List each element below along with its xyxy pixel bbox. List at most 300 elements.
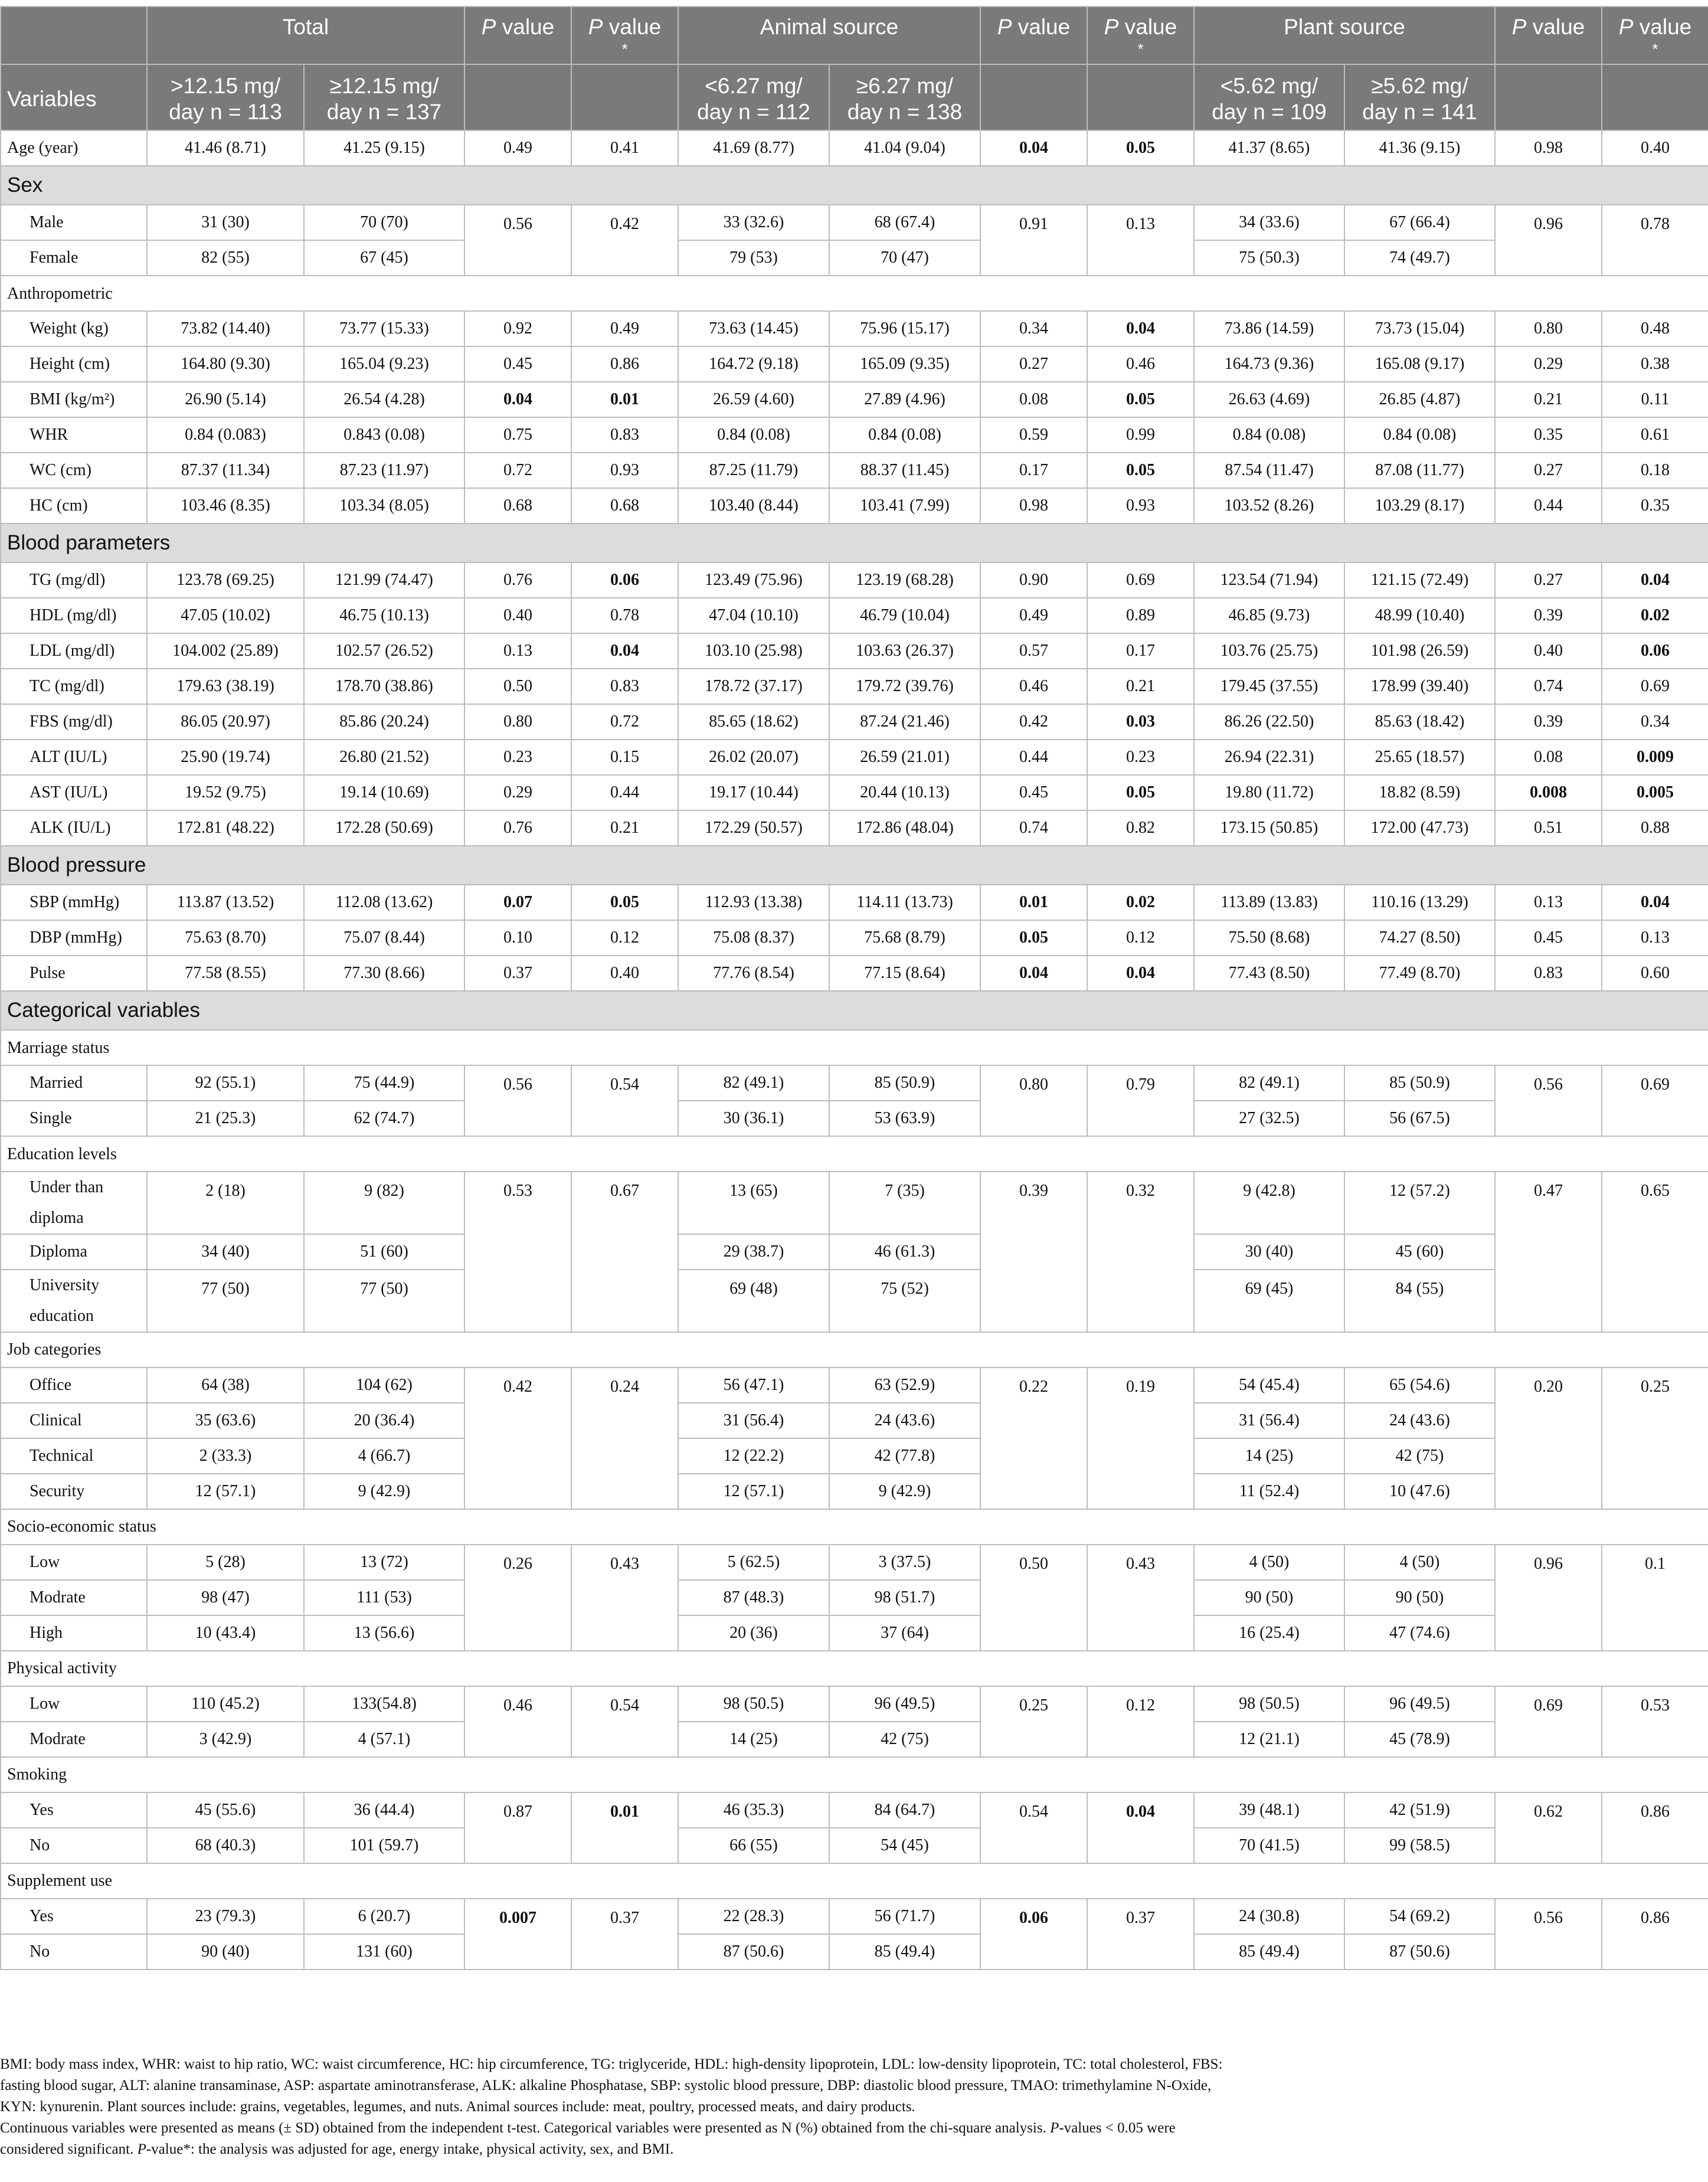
p-value-cell: 0.41 — [571, 130, 678, 166]
p-value-cell: 0.82 — [1087, 810, 1194, 846]
value-cell: 92 (55.1) — [147, 1065, 304, 1101]
value-cell: 77 (50) — [147, 1270, 304, 1332]
row-label: Clinical — [1, 1403, 147, 1438]
section-title: Sex — [1, 166, 1708, 205]
value-cell: 96 (49.5) — [829, 1686, 980, 1722]
p-value-cell: 0.07 — [464, 885, 571, 920]
table-row — [1, 1101, 1708, 1136]
p-value-cell: 0.80 — [464, 704, 571, 740]
p-value-cell: 0.43 — [571, 1545, 678, 1651]
value-cell: 4 (66.7) — [304, 1438, 464, 1474]
value-cell: 90 (50) — [1194, 1580, 1344, 1615]
value-cell: 77.15 (8.64) — [829, 956, 980, 991]
p-value-cell: 0.23 — [464, 740, 571, 775]
value-cell: 23 (79.3) — [147, 1899, 304, 1934]
p-value-cell: 0.12 — [1087, 920, 1194, 956]
value-cell: 84 (55) — [1344, 1270, 1495, 1332]
value-cell: 77.58 (8.55) — [147, 956, 304, 991]
value-cell: 14 (25) — [1194, 1438, 1344, 1474]
value-cell: 41.69 (8.77) — [678, 130, 829, 166]
value-cell: 69 (45) — [1194, 1270, 1344, 1332]
p-value-cell: 0.42 — [464, 1368, 571, 1509]
p-value-cell: 0.68 — [464, 488, 571, 524]
value-cell: 2 (33.3) — [147, 1438, 304, 1474]
p-value-cell: 0.13 — [464, 633, 571, 669]
p-value-cell: 0.49 — [571, 311, 678, 346]
value-cell: 165.09 (9.35) — [829, 346, 980, 382]
p-value-cell: 0.34 — [980, 311, 1087, 346]
table-row — [1, 1899, 1708, 1934]
value-cell: 26.59 (4.60) — [678, 382, 829, 417]
p-value-cell: 0.44 — [571, 775, 678, 810]
value-cell: 75.96 (15.17) — [829, 311, 980, 346]
p-value-cell: 0.05 — [1087, 130, 1194, 166]
header-animal-source: Animal source — [678, 6, 980, 64]
p-value-cell: 0.12 — [1087, 1686, 1194, 1757]
value-cell: 164.73 (9.36) — [1194, 346, 1344, 382]
section-title: Blood parameters — [1, 524, 1708, 562]
value-cell: 27.89 (4.96) — [829, 382, 980, 417]
table-body — [1, 6, 1708, 1970]
value-cell: 11 (52.4) — [1194, 1474, 1344, 1509]
p-value-cell: 0.29 — [464, 775, 571, 810]
p-value-cell: 0.40 — [1495, 633, 1602, 669]
value-cell: 79 (53) — [678, 240, 829, 276]
value-cell: 45 (55.6) — [147, 1792, 304, 1828]
header-blank — [1087, 64, 1194, 131]
row-label: Female — [1, 240, 147, 276]
value-cell: 31 (56.4) — [1194, 1403, 1344, 1438]
p-value-cell: 0.44 — [1495, 488, 1602, 524]
row-label: Yes — [1, 1899, 147, 1934]
table-row — [1, 740, 1708, 775]
value-cell: 56 (71.7) — [829, 1899, 980, 1934]
row-label: WC (cm) — [1, 453, 147, 488]
value-cell: 123.19 (68.28) — [829, 562, 980, 598]
value-cell: 114.11 (13.73) — [829, 885, 980, 920]
value-cell: 103.41 (7.99) — [829, 488, 980, 524]
p-value-cell: 0.78 — [571, 598, 678, 633]
p-value-cell: 0.29 — [1495, 346, 1602, 382]
row-label: Height (cm) — [1, 346, 147, 382]
value-cell: 9 (42.9) — [304, 1474, 464, 1509]
p-value-cell: 0.35 — [1495, 417, 1602, 453]
value-cell: 90 (50) — [1344, 1580, 1495, 1615]
value-cell: 26.54 (4.28) — [304, 382, 464, 417]
section-header-row — [1, 991, 1708, 1030]
header-blank — [571, 64, 678, 131]
value-cell: 0.84 (0.083) — [147, 417, 304, 453]
value-cell: 41.04 (9.04) — [829, 130, 980, 166]
footnote-abbreviations: BMI: body mass index, WHR: waist to hip ratio, WC: waist circumference, HC: hip circumference, TG: triglyceride, HDL: high-density lipoprotein, LDL: low-density lipoprotein, TC: total cholesterol, FBS: fasting blood sugar, ALT: alanine transaminase, ASP: aspartate aminotransferase, ALK: alkaline Phosphatase, SBP: systolic blood pressure, DBP: diastolic blood pressure, TMAO: trimethylamine N-Oxide, KYN: kynurenin. Plant sources include: grains, vegetables, legumes, and nuts. Animal sources include: meat, poultry, processed meats, and dairy products. — [0, 2056, 1223, 2115]
row-label: Under than diploma — [1, 1172, 147, 1234]
value-cell: 77.43 (8.50) — [1194, 956, 1344, 991]
p-value-cell: 0.83 — [571, 669, 678, 704]
value-cell: 7 (35) — [829, 1172, 980, 1234]
header-pvalue: P value — [464, 6, 571, 64]
value-cell: 103.10 (25.98) — [678, 633, 829, 669]
value-cell: 73.82 (14.40) — [147, 311, 304, 346]
table-row — [1, 1438, 1708, 1474]
value-cell: 45 (78.9) — [1344, 1722, 1495, 1757]
value-cell: 62 (74.7) — [304, 1101, 464, 1136]
value-cell: 75.08 (8.37) — [678, 920, 829, 956]
value-cell: 121.99 (74.47) — [304, 562, 464, 598]
value-cell: 0.84 (0.08) — [829, 417, 980, 453]
value-cell: 35 (63.6) — [147, 1403, 304, 1438]
row-label: High — [1, 1615, 147, 1651]
value-cell: 47.04 (10.10) — [678, 598, 829, 633]
p-value-cell: 0.27 — [1495, 562, 1602, 598]
p-value-cell: 0.44 — [980, 740, 1087, 775]
value-cell: 96 (49.5) — [1344, 1686, 1495, 1722]
p-value-cell: 0.86 — [571, 346, 678, 382]
value-cell: 0.84 (0.08) — [678, 417, 829, 453]
p-value-cell: 0.23 — [1087, 740, 1194, 775]
value-cell: 9 (82) — [304, 1172, 464, 1234]
p-value-cell: 0.17 — [1087, 633, 1194, 669]
value-cell: 133(54.8) — [304, 1686, 464, 1722]
header-blank — [1495, 64, 1602, 131]
value-cell: 112.08 (13.62) — [304, 885, 464, 920]
subsection-label-row — [1, 1863, 1708, 1899]
p-value-cell: 0.05 — [1087, 382, 1194, 417]
subsection-label: Smoking — [1, 1757, 1708, 1792]
subsection-label: Physical activity — [1, 1651, 1708, 1686]
row-label: LDL (mg/dl) — [1, 633, 147, 669]
value-cell: 14 (25) — [678, 1722, 829, 1757]
value-cell: 0.84 (0.08) — [1344, 417, 1495, 453]
value-cell: 75.63 (8.70) — [147, 920, 304, 956]
value-cell: 53 (63.9) — [829, 1101, 980, 1136]
header-blank — [980, 64, 1087, 131]
table-row — [1, 1065, 1708, 1101]
p-value-cell: 0.69 — [1087, 562, 1194, 598]
header-blank — [1602, 64, 1708, 131]
header-total-high: ≥12.15 mg/ day n = 137 — [304, 64, 464, 131]
section-title: Blood pressure — [1, 846, 1708, 885]
value-cell: 6 (20.7) — [304, 1899, 464, 1934]
value-cell: 165.04 (9.23) — [304, 346, 464, 382]
p-value-cell: 0.04 — [1087, 956, 1194, 991]
p-value-cell: 0.62 — [1495, 1792, 1602, 1863]
row-label: Age (year) — [1, 130, 147, 166]
row-label: Security — [1, 1474, 147, 1509]
value-cell: 9 (42.8) — [1194, 1172, 1344, 1234]
p-value-cell: 0.49 — [980, 598, 1087, 633]
value-cell: 13 (56.6) — [304, 1615, 464, 1651]
value-cell: 123.49 (75.96) — [678, 562, 829, 598]
p-value-cell: 0.56 — [464, 1065, 571, 1136]
value-cell: 98 (51.7) — [829, 1580, 980, 1615]
value-cell: 42 (51.9) — [1344, 1792, 1495, 1828]
p-value-cell: 0.38 — [1602, 346, 1708, 382]
p-value-cell: 0.75 — [464, 417, 571, 453]
table-row — [1, 1368, 1708, 1403]
value-cell: 103.46 (8.35) — [147, 488, 304, 524]
characteristics-table — [0, 6, 1708, 1970]
value-cell: 101 (59.7) — [304, 1828, 464, 1863]
section-title: Categorical variables — [1, 991, 1708, 1030]
row-label: Pulse — [1, 956, 147, 991]
value-cell: 172.81 (48.22) — [147, 810, 304, 846]
p-value-cell: 0.50 — [980, 1545, 1087, 1651]
row-label: FBS (mg/dl) — [1, 704, 147, 740]
p-value-cell: 0.04 — [464, 382, 571, 417]
value-cell: 10 (43.4) — [147, 1615, 304, 1651]
p-value-cell: 0.80 — [1495, 311, 1602, 346]
value-cell: 0.84 (0.08) — [1194, 417, 1344, 453]
row-label: HC (cm) — [1, 488, 147, 524]
p-value-cell: 0.18 — [1602, 453, 1708, 488]
value-cell: 90 (40) — [147, 1934, 304, 1970]
value-cell: 121.15 (72.49) — [1344, 562, 1495, 598]
value-cell: 179.72 (39.76) — [829, 669, 980, 704]
value-cell: 131 (60) — [304, 1934, 464, 1970]
p-value-cell: 0.05 — [1087, 775, 1194, 810]
p-value-cell: 0.43 — [1087, 1545, 1194, 1651]
p-value-cell: 0.02 — [1087, 885, 1194, 920]
value-cell: 12 (57.1) — [678, 1474, 829, 1509]
p-value-cell: 0.08 — [1495, 740, 1602, 775]
value-cell: 82 (49.1) — [678, 1065, 829, 1101]
value-cell: 75.68 (8.79) — [829, 920, 980, 956]
value-cell: 87.23 (11.97) — [304, 453, 464, 488]
table-row — [1, 562, 1708, 598]
p-value-cell: 0.74 — [980, 810, 1087, 846]
p-value-cell: 0.005 — [1602, 775, 1708, 810]
row-label: Low — [1, 1686, 147, 1722]
value-cell: 26.02 (20.07) — [678, 740, 829, 775]
value-cell: 36 (44.4) — [304, 1792, 464, 1828]
value-cell: 13 (72) — [304, 1545, 464, 1580]
value-cell: 41.37 (8.65) — [1194, 130, 1344, 166]
subsection-label-row — [1, 1651, 1708, 1686]
value-cell: 179.45 (37.55) — [1194, 669, 1344, 704]
table-row — [1, 453, 1708, 488]
p-value-cell: 0.007 — [464, 1899, 571, 1970]
value-cell: 77 (50) — [304, 1270, 464, 1332]
value-cell: 82 (55) — [147, 240, 304, 276]
value-cell: 123.54 (71.94) — [1194, 562, 1344, 598]
p-value-cell: 0.06 — [980, 1899, 1087, 1970]
value-cell: 47.05 (10.02) — [147, 598, 304, 633]
value-cell: 26.80 (21.52) — [304, 740, 464, 775]
value-cell: 46.85 (9.73) — [1194, 598, 1344, 633]
p-value-cell: 0.08 — [980, 382, 1087, 417]
value-cell: 46 (35.3) — [678, 1792, 829, 1828]
subsection-label: Education levels — [1, 1136, 1708, 1172]
value-cell: 65 (54.6) — [1344, 1368, 1495, 1403]
value-cell: 46.79 (10.04) — [829, 598, 980, 633]
p-value-cell: 0.20 — [1495, 1368, 1602, 1509]
p-value-cell: 0.89 — [1087, 598, 1194, 633]
p-value-cell: 0.40 — [571, 956, 678, 991]
p-value-cell: 0.49 — [464, 130, 571, 166]
table-row — [1, 130, 1708, 166]
p-value-cell: 0.34 — [1602, 704, 1708, 740]
value-cell: 56 (67.5) — [1344, 1101, 1495, 1136]
value-cell: 16 (25.4) — [1194, 1615, 1344, 1651]
value-cell: 77.49 (8.70) — [1344, 956, 1495, 991]
value-cell: 5 (62.5) — [678, 1545, 829, 1580]
table-row — [1, 1686, 1708, 1722]
p-value-cell: 0.67 — [571, 1172, 678, 1332]
p-value-cell: 0.46 — [980, 669, 1087, 704]
p-value-cell: 0.57 — [980, 633, 1087, 669]
value-cell: 34 (40) — [147, 1234, 304, 1270]
value-cell: 24 (30.8) — [1194, 1899, 1344, 1934]
value-cell: 20 (36) — [678, 1615, 829, 1651]
value-cell: 179.63 (38.19) — [147, 669, 304, 704]
p-value-cell: 0.98 — [980, 488, 1087, 524]
value-cell: 26.85 (4.87) — [1344, 382, 1495, 417]
p-value-cell: 0.69 — [1495, 1686, 1602, 1757]
p-value-cell: 0.04 — [1087, 1792, 1194, 1863]
row-label: Technical — [1, 1438, 147, 1474]
row-label: DBP (mmHg) — [1, 920, 147, 956]
row-label: AST (IU/L) — [1, 775, 147, 810]
value-cell: 102.57 (26.52) — [304, 633, 464, 669]
p-value-cell: 0.54 — [571, 1065, 678, 1136]
subsection-label: Marriage status — [1, 1030, 1708, 1065]
value-cell: 41.36 (9.15) — [1344, 130, 1495, 166]
value-cell: 77.76 (8.54) — [678, 956, 829, 991]
p-value-cell: 0.39 — [980, 1172, 1087, 1332]
p-value-cell: 0.27 — [980, 346, 1087, 382]
value-cell: 31 (56.4) — [678, 1403, 829, 1438]
table-row — [1, 1270, 1708, 1332]
value-cell: 39 (48.1) — [1194, 1792, 1344, 1828]
value-cell: 87.24 (21.46) — [829, 704, 980, 740]
subsection-label-row — [1, 1332, 1708, 1368]
table-row — [1, 775, 1708, 810]
p-value-cell: 0.01 — [571, 1792, 678, 1863]
value-cell: 31 (30) — [147, 205, 304, 240]
table-row — [1, 240, 1708, 276]
p-value-cell: 0.53 — [1602, 1686, 1708, 1757]
p-value-cell: 0.04 — [571, 633, 678, 669]
p-value-cell: 0.96 — [1495, 1545, 1602, 1651]
p-value-cell: 0.69 — [1602, 1065, 1708, 1136]
p-value-cell: 0.008 — [1495, 775, 1602, 810]
row-label: WHR — [1, 417, 147, 453]
p-value-cell: 0.01 — [980, 885, 1087, 920]
p-value-cell: 0.76 — [464, 562, 571, 598]
value-cell: 64 (38) — [147, 1368, 304, 1403]
value-cell: 103.76 (25.75) — [1194, 633, 1344, 669]
value-cell: 172.00 (47.73) — [1344, 810, 1495, 846]
p-value-cell: 0.56 — [1495, 1065, 1602, 1136]
p-value-cell: 0.47 — [1495, 1172, 1602, 1332]
value-cell: 4 (57.1) — [304, 1722, 464, 1757]
row-label: Office — [1, 1368, 147, 1403]
value-cell: 101.98 (26.59) — [1344, 633, 1495, 669]
value-cell: 66 (55) — [678, 1828, 829, 1863]
p-value-cell: 0.56 — [464, 205, 571, 276]
table-row — [1, 1580, 1708, 1615]
row-label: BMI (kg/m²) — [1, 382, 147, 417]
table-row — [1, 1545, 1708, 1580]
table-footnotes — [0, 2054, 1239, 2160]
p-value-cell: 0.35 — [1602, 488, 1708, 524]
p-value-cell: 0.60 — [1602, 956, 1708, 991]
p-value-cell: 0.88 — [1602, 810, 1708, 846]
subsection-label-row — [1, 1757, 1708, 1792]
table-row — [1, 704, 1708, 740]
p-value-cell: 0.79 — [1087, 1065, 1194, 1136]
row-label: TC (mg/dl) — [1, 669, 147, 704]
value-cell: 73.86 (14.59) — [1194, 311, 1344, 346]
value-cell: 70 (70) — [304, 205, 464, 240]
p-value-cell: 0.74 — [1495, 669, 1602, 704]
value-cell: 26.63 (4.69) — [1194, 382, 1344, 417]
value-cell: 51 (60) — [304, 1234, 464, 1270]
value-cell: 26.59 (21.01) — [829, 740, 980, 775]
value-cell: 103.63 (26.37) — [829, 633, 980, 669]
header-total: Total — [147, 6, 464, 64]
value-cell: 73.77 (15.33) — [304, 311, 464, 346]
p-value-cell: 0.37 — [571, 1899, 678, 1970]
table-row — [1, 205, 1708, 240]
p-value-cell: 0.39 — [1495, 598, 1602, 633]
row-label: Low — [1, 1545, 147, 1580]
subsection-label-row — [1, 1509, 1708, 1545]
value-cell: 20.44 (10.13) — [829, 775, 980, 810]
table-row — [1, 1474, 1708, 1509]
row-label: Married — [1, 1065, 147, 1101]
p-value-cell: 0.54 — [980, 1792, 1087, 1863]
value-cell: 45 (60) — [1344, 1234, 1495, 1270]
value-cell: 103.29 (8.17) — [1344, 488, 1495, 524]
header-pvalue-adjusted: P value * — [571, 6, 678, 64]
p-value-cell: 0.009 — [1602, 740, 1708, 775]
value-cell: 103.40 (8.44) — [678, 488, 829, 524]
header-row-1 — [1, 6, 1708, 64]
p-value-cell: 0.15 — [571, 740, 678, 775]
row-label: Modrate — [1, 1722, 147, 1757]
p-value-cell: 0.27 — [1495, 453, 1602, 488]
p-value-cell: 0.87 — [464, 1792, 571, 1863]
value-cell: 164.72 (9.18) — [678, 346, 829, 382]
row-label: University education — [1, 1270, 147, 1332]
p-value-cell: 0.69 — [1602, 669, 1708, 704]
p-value-cell: 0.80 — [980, 1065, 1087, 1136]
value-cell: 21 (25.3) — [147, 1101, 304, 1136]
row-label: ALT (IU/L) — [1, 740, 147, 775]
row-label: Modrate — [1, 1580, 147, 1615]
subsection-label-row — [1, 1136, 1708, 1172]
value-cell: 10 (47.6) — [1344, 1474, 1495, 1509]
value-cell: 110 (45.2) — [147, 1686, 304, 1722]
value-cell: 34 (33.6) — [1194, 205, 1344, 240]
table-row — [1, 885, 1708, 920]
subsection-label: Job categories — [1, 1332, 1708, 1368]
value-cell: 98 (50.5) — [678, 1686, 829, 1722]
table-row — [1, 488, 1708, 524]
p-value-cell: 0.04 — [980, 130, 1087, 166]
value-cell: 84 (64.7) — [829, 1792, 980, 1828]
p-value-cell: 0.53 — [464, 1172, 571, 1332]
row-label: No — [1, 1828, 147, 1863]
p-value-cell: 0.76 — [464, 810, 571, 846]
value-cell: 75 (52) — [829, 1270, 980, 1332]
value-cell: 67 (45) — [304, 240, 464, 276]
value-cell: 73.73 (15.04) — [1344, 311, 1495, 346]
value-cell: 113.89 (13.83) — [1194, 885, 1344, 920]
p-value-cell: 0.04 — [1602, 885, 1708, 920]
value-cell: 2 (18) — [147, 1172, 304, 1234]
